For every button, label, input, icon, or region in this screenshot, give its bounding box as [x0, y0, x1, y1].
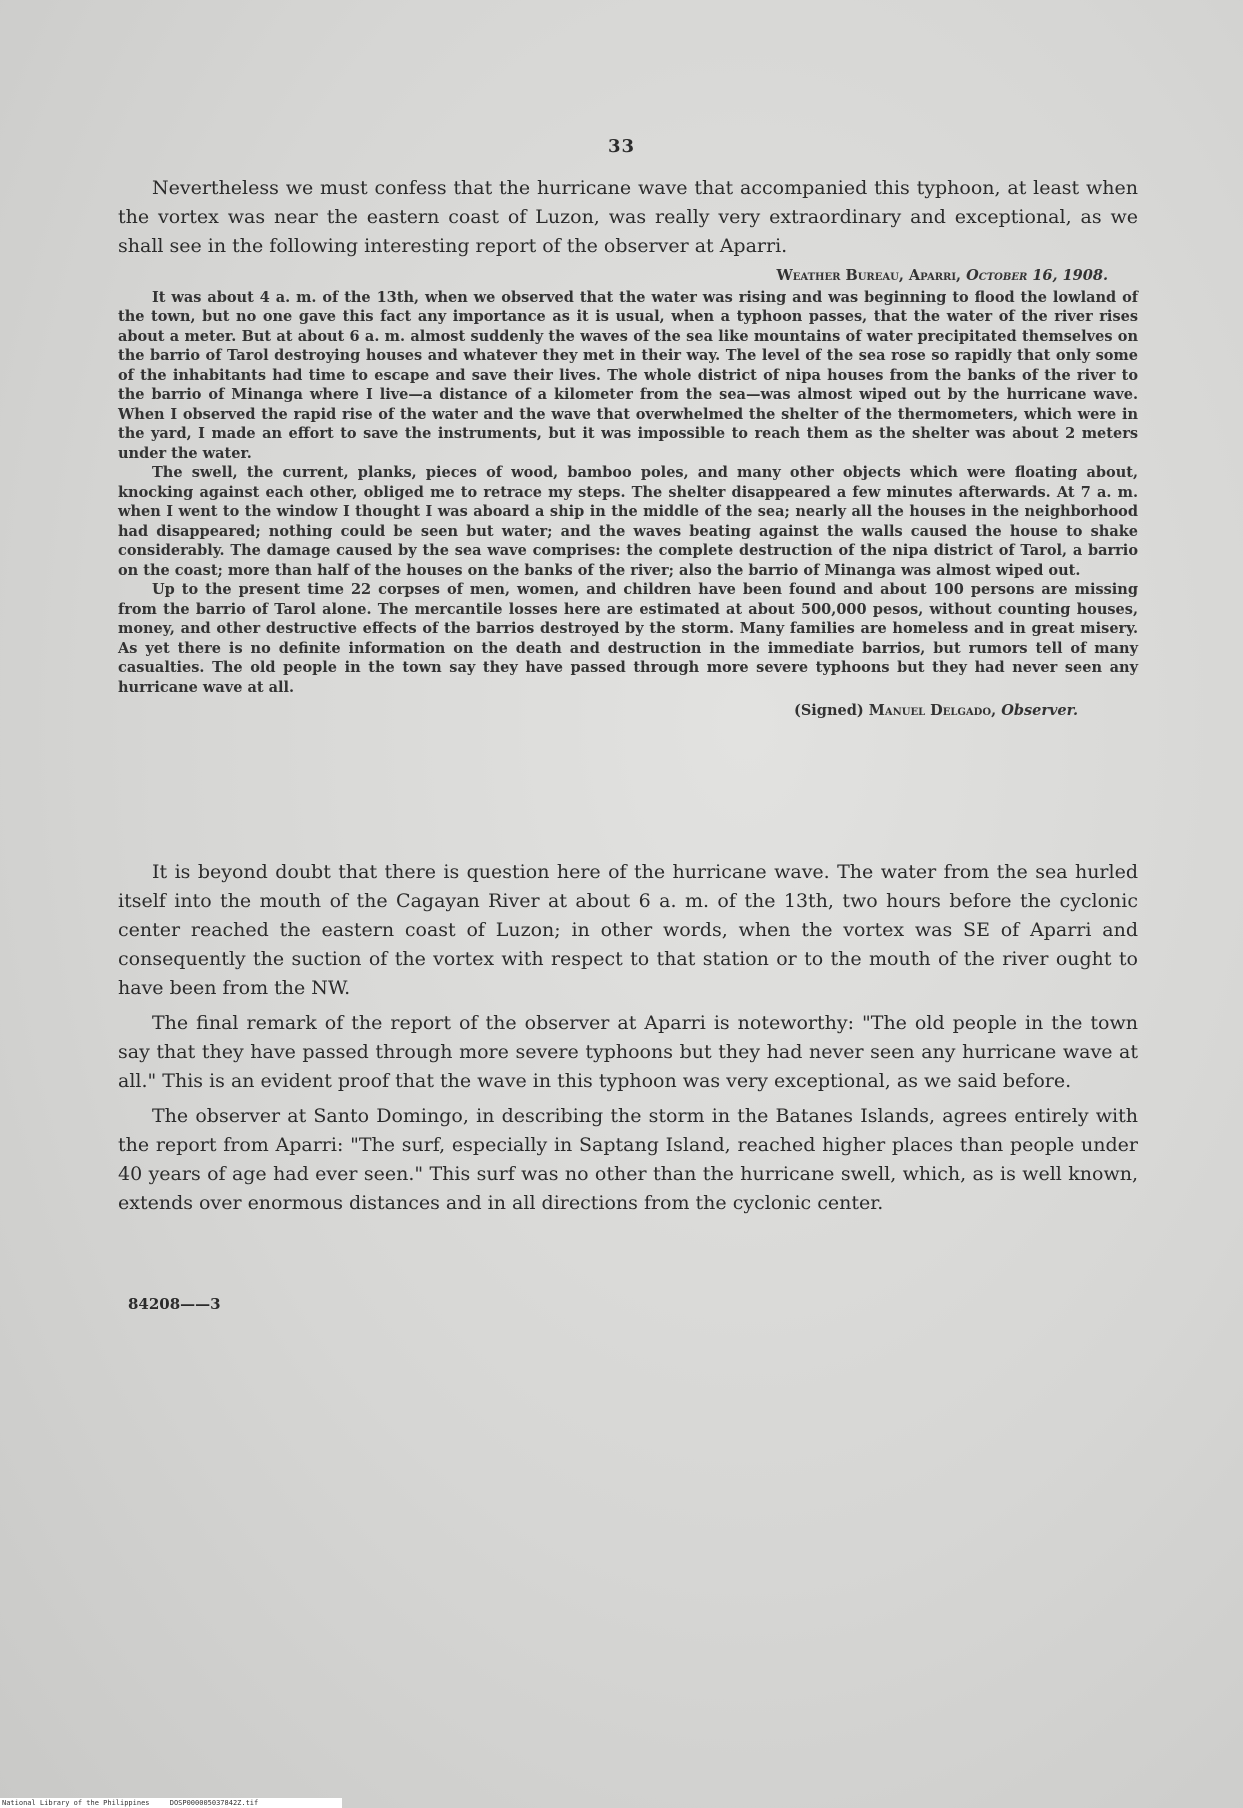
report-paragraph: Up to the present time 22 corpses of men, women, and children have been found and about 100 persons are missing from the barrio of Tarol alone. The mercantile losses here are estimated at about 500,000 pesos, without counting houses, money, and other destructive effects of the barrios destroyed by the storm. Many families are homeless and in great misery. As yet there is no definite information on the death and destruction in the immediate barrios, but rumors tell of many casualties. The old people in the town say they have passed through more severe typhoons but they had never seen any hurricane wave at all.: [118, 581, 1138, 696]
scan-file-id: DOSP000005037842Z.tif: [169, 1799, 259, 1807]
library-name: National Library of the Philippines: [2, 1799, 150, 1807]
intro-paragraph: Nevertheless we must confess that the hurricane wave that accompanied this typhoon, at least when the vortex was near the eastern coast of Luzon, was really very extraordinary and exceptional, as we shall see in the following interesting report of the observer at Aparri.: [118, 177, 1138, 257]
signature-name: Manuel Delgado,: [868, 702, 997, 719]
library-stamp: [0, 1798, 342, 1808]
closing-paragraph: The final remark of the report of the observer at Aparri is noteworthy: "The old people in the town say that they have passed through more severe typhoons but they had never seen any hurricane wave at all." This is an evident proof that the wave in this typhoon was very exceptional, as we said before.: [118, 1012, 1138, 1092]
closing-paragraph: It is beyond doubt that there is question here of the hurricane wave. The water from the sea hurled itself into the mouth of the Cagayan River at about 6 a. m. of the 13th, two hours before the cyclonic center reached the eastern coast of Luzon; in other words, when the vortex was SE of Aparri and consequently the suction of the vortex with respect to that station or to the mouth of the river ought to have been from the NW.: [118, 861, 1138, 999]
closing-paragraph: The observer at Santo Domingo, in describing the storm in the Batanes Islands, agrees entirely with the report from Aparri: "The surf, especially in Saptang Island, reached higher places than people under 40 years of age had ever seen." This surf was no other than the hurricane swell, which, as is well known, extends over enormous distances and in all directions from the cyclonic center.: [118, 1105, 1138, 1214]
report-paragraph: It was about 4 a. m. of the 13th, when we observed that the water was rising and was beginning to flood the lowland of the town, but no one gave this fact any importance as it is usual, when a typhoon passes, that the water of the river rises about a meter. But at about 6 a. m. almost suddenly the waves of the sea like mountains of water precipitated themselves on the barrio of Tarol destroying houses and whatever they met in their way. The level of the sea rose so rapidly that only some of the inhabitants had time to escape and save their lives. The whole district of nipa houses from the banks of the river to the barrio of Minanga where I live—a distance of a kilometer from the sea—was almost wiped out by the hurricane wave. When I observed the rapid rise of the water and the wave that overwhelmed the shelter of the thermometers, which were in the yard, I made an effort to save the instruments, but it was impossible to reach them as the shelter was about 2 meters under the water.: [118, 288, 1138, 462]
report-dateline: [118, 266, 1138, 286]
page-number: 33: [607, 136, 636, 157]
signature-role: Observer.: [1001, 702, 1078, 719]
signature-prefix: (Signed): [793, 702, 864, 719]
intro-section: [118, 174, 1138, 261]
dateline-place: Weather Bureau, Aparri,: [776, 267, 962, 284]
printer-signature-mark: 84208——3: [128, 1295, 221, 1313]
report-paragraph: The swell, the current, planks, pieces of wood, bamboo poles, and many other objects which were floating about, knocking against each other, obliged me to retrace my steps. The shelter disappeared a few minutes afterwards. At 7 a. m. when I went to the window I thought I was aboard a ship in the middle of the sea; nearly all the houses in the neighborhood had disappeared; nothing could be seen but water; and the waves beating against the walls caused the house to shake considerably. The damage caused by the sea wave comprises: the complete destruction of the nipa district of Tarol, a barrio on the coast; more than half of the houses on the banks of the river; also the barrio of Minanga was almost wiped out.: [118, 464, 1138, 579]
dateline-date: October 16, 1908.: [966, 267, 1108, 284]
closing-section: [118, 858, 1138, 1224]
observer-report: [118, 266, 1138, 721]
report-signature: [118, 701, 1138, 721]
